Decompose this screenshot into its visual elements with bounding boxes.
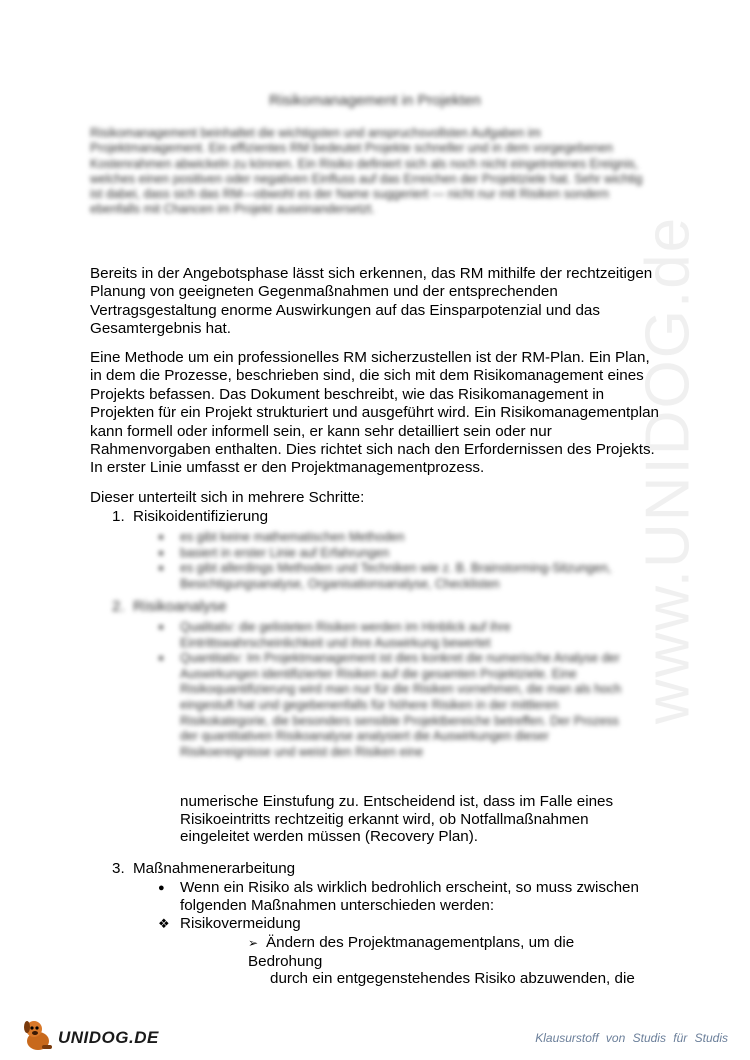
risikovermeidung-item bbox=[158, 915, 301, 932]
step-label: Risikoanalyse bbox=[133, 598, 227, 615]
diamond-label: Risikovermeidung bbox=[180, 915, 301, 932]
step-2 bbox=[112, 598, 227, 615]
watermark: www.UNIDOG.de bbox=[633, 215, 703, 725]
step-label: Maßnahmenerarbeitung bbox=[133, 860, 296, 877]
footer-tagline: Klausurstoff von Studis für Studis bbox=[535, 1031, 728, 1045]
step-number: 3. bbox=[112, 860, 125, 877]
risikoanalyse-tail-text: numerische Einstufung zu. Entscheidend ist, dass im Falle eines Risikoeintritts rechtzeitig erkannt wird, ob Notfallmaßnahmen eingeleitet werden müssen (Recovery Plan). bbox=[180, 793, 614, 845]
arrow-line-2: durch ein entgegenstehendes Risiko abzuwenden, die bbox=[270, 970, 635, 987]
arrow-bullet-icon: ➢ bbox=[248, 936, 259, 950]
page-title: Risikomanagement in Projekten bbox=[269, 92, 481, 109]
list-item: ● basiert in erster Linie auf Erfahrungen bbox=[158, 546, 638, 562]
unidog-logo bbox=[20, 1015, 160, 1055]
list-item: ● Wenn ein Risiko als wirklich bedrohlich erscheint, so muss zwischen folgenden Maßnahmen unterschieden werden: bbox=[158, 879, 648, 914]
step-1 bbox=[112, 508, 268, 525]
paragraph-rm-plan: Eine Methode um ein professionelles RM sicherzustellen ist der RM-Plan. Ein Plan, in dem die Prozesse, beschrieben sind, die sich mit dem Risikomanagement eines Projekts befassen. Das Dokument beschreibt, wie das Risikomanagement in Projekten für ein Projekt strukturiert und ausgeführt wird. Ein Risikomanagementplan kann formell oder informell sein, er kann sehr detailliert sein oder nur Rahmenvorgaben enthalten. Dies richtet sich nach den Erfordernissen des Projekts. In erster Linie umfasst er den Projektmanagementprozess. bbox=[90, 349, 659, 477]
list-item: ● Qualitativ: die gelisteten Risiken werden im Hinblick auf ihre Eintrittswahrscheinlichkeit und ihre Auswirkung bewertet bbox=[158, 620, 638, 651]
dog-mascot-icon bbox=[20, 1015, 60, 1055]
arrow-item bbox=[248, 934, 648, 988]
intro-paragraph: Risikomanagement beinhaltet die wichtigsten und anspruchsvollsten Aufgaben im Projektmanagement. Ein effizientes RM bedeutet Projekte schneller und in dem vorgegebenen Kostenrahmen abwickeln zu können. Ein Risiko definiert sich als noch nicht eingetretenes Ereignis, welches einen positiven oder negativen Einfluss auf das Erreichen der Projektziele hat. Sehr wichtig ist dabei, dass sich das RM—obwohl es der Name suggeriert — nicht nur mit Risiken sondern ebenfalls mit Chancen im Projekt auseinandersetzt. bbox=[90, 126, 643, 217]
arrow-line-1: Ändern des Projektmanagementplans, um die Bedrohung bbox=[248, 934, 575, 970]
paragraph-schritte: Dieser unterteilt sich in mehrere Schritte: bbox=[90, 489, 365, 506]
list-item: ● es gibt allerdings Methoden und Techniken wie z. B. Brainstorming-Sitzungen, Besichtigungsanalyse, Organisationsanalyse, Checklisten bbox=[158, 561, 638, 592]
step-number: 1. bbox=[112, 508, 125, 525]
paragraph-angebotsphase: Bereits in der Angebotsphase lässt sich erkennen, das RM mithilfe der rechtzeitigen Planung von geeigneten Gegenmaßnahmen und der entsprechenden Vertragsgestaltung enorme Auswirkungen auf das Einsparpotenzial und das Gesamtergebnis hat. bbox=[90, 265, 653, 338]
step-label: Risikoidentifizierung bbox=[133, 508, 269, 525]
step-2-bullets bbox=[158, 620, 638, 760]
step-3 bbox=[112, 860, 295, 877]
step-1-bullets bbox=[158, 530, 638, 592]
step-number: 2. bbox=[112, 598, 125, 615]
list-item: ● es gibt keine mathematischen Methoden bbox=[158, 530, 638, 546]
logo-text: UNIDOG.DE bbox=[58, 1028, 159, 1047]
step-3-bullets bbox=[158, 879, 648, 914]
list-item: ● Quantitativ: Im Projektmanagement ist dies konkret die numerische Analyse der Auswirkungen identifizierter Risiken auf die gesamten Projektziele. Eine Risikoquantifizierung wird man nur für die Risiken vornehmen, die man als hoch eingestuft hat und gegebenenfalls für höhere Risiken in der mittleren Risikokategorie, die besonders sensible Projektbereiche betreffen. Der Prozess der quantitativen Risikoanalyse analysiert die Auswirkungen dieser Risikoereignisse und weist den Risiken eine bbox=[158, 651, 638, 760]
diamond-bullet-icon: ❖ bbox=[158, 916, 170, 931]
